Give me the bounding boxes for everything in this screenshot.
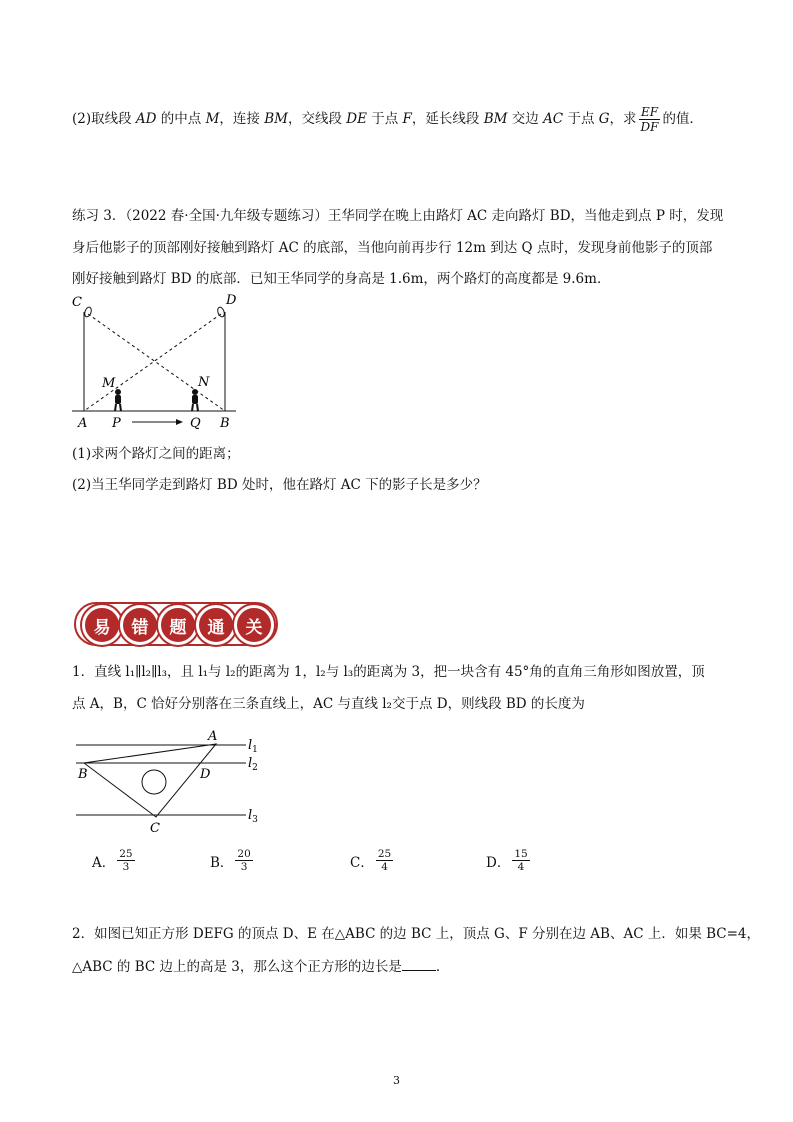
problem2-line2: △ABC 的 BC 边上的高是 3，那么这个正方形的边长是 ． [72,956,449,977]
label-d: D [200,767,211,782]
option-c[interactable]: C． $\frac{25}{4}$ [350,848,392,873]
label-c: C [150,821,160,836]
banner-char-1: 易 [82,605,122,645]
section-banner [74,598,276,646]
banner-char-5: 关 [234,605,274,645]
problem2-line1: 2．如图已知正方形 DEFG 的顶点 D、E 在△ABC 的边 BC 上，顶点 G、F 分别在边 AB、AC 上．如果 BC=4， [72,926,761,942]
lamp-d-icon [216,306,225,317]
part2-line: (2)取线段 AD 的中点 M，连接 BM，交线段 DE 于点 F，延长线段 BM 交边 AC 于点 G，求 $\frac{EF}{DF}$ 的值． [72,105,703,134]
problem1-line1: 1．直线 l₁∥l₂∥l₃，且 l₁与 l₂的距离为 1，l₂与 l₃的距离为 3，把一块含有 45°角的直角三角形如图放置，顶 [72,664,705,680]
banner-char-2: 错 [120,605,160,645]
option-a[interactable]: A． $\frac{25}{3}$ [92,848,133,873]
option-d[interactable]: D． $\frac{15}{4}$ [486,848,528,873]
label-l2: $l_2$ [248,756,258,773]
problem1-line2: 点 A，B，C 恰好分别落在三条直线上，AC 与直线 l₂交于点 D，则线段 BD 的长度为 [72,696,585,712]
person-at-q-icon [192,389,198,411]
streetlight-figure [70,290,240,430]
answer-blank[interactable] [402,956,436,971]
label-m: M [102,376,116,391]
label-b: B [78,767,88,782]
label-l3: $l_3$ [248,808,258,825]
person-at-p-icon [115,389,121,411]
exercise3-question2: (2)当王华同学走到路灯 BD 处时，他在路灯 AC 下的影子长是多少？ [72,477,487,493]
label-b: B [220,416,230,430]
walk-arrowhead-icon [176,419,183,425]
triangle-figure [70,724,270,839]
exercise3-line3: 刚好接触到路灯 BD 的底部．已知王华同学的身高是 1.6m，两个路灯的高度都是 9.6m． [72,271,611,287]
triangle-hole [142,770,166,794]
banner-char-3: 题 [158,605,198,645]
label-c: C [72,295,82,310]
label-d: D [226,293,237,308]
exercise3-line1: 练习 3．（2022 春·全国·九年级专题练习）王华同学在晚上由路灯 AC 走向路灯 BD，当他走到点 P 时，发现 [72,208,724,224]
label-q: Q [190,416,201,430]
dashed-d-to-a [84,314,221,411]
label-l1: $l_1$ [248,738,258,755]
page-number: 3 [393,1074,400,1087]
banner-char-4: 通 [196,605,236,645]
right-triangle [84,744,216,817]
label-a: A [208,729,218,744]
exercise3-question1: (1)求两个路灯之间的距离； [72,446,240,462]
option-b[interactable]: B． $\frac{20}{3}$ [210,848,251,873]
ef-df-fraction: $\frac{EF}{DF}$ [640,105,659,134]
label-n: N [198,375,210,390]
label-p: P [112,416,121,430]
lamp-c-icon [83,306,92,317]
dashed-c-to-b [88,314,225,411]
label-a: A [78,416,88,430]
exercise3-line2: 身后他影子的顶部刚好接触到路灯 AC 的底部，当他向前再步行 12m 到达 Q 点时，发现身前他影子的顶部 [72,240,713,256]
